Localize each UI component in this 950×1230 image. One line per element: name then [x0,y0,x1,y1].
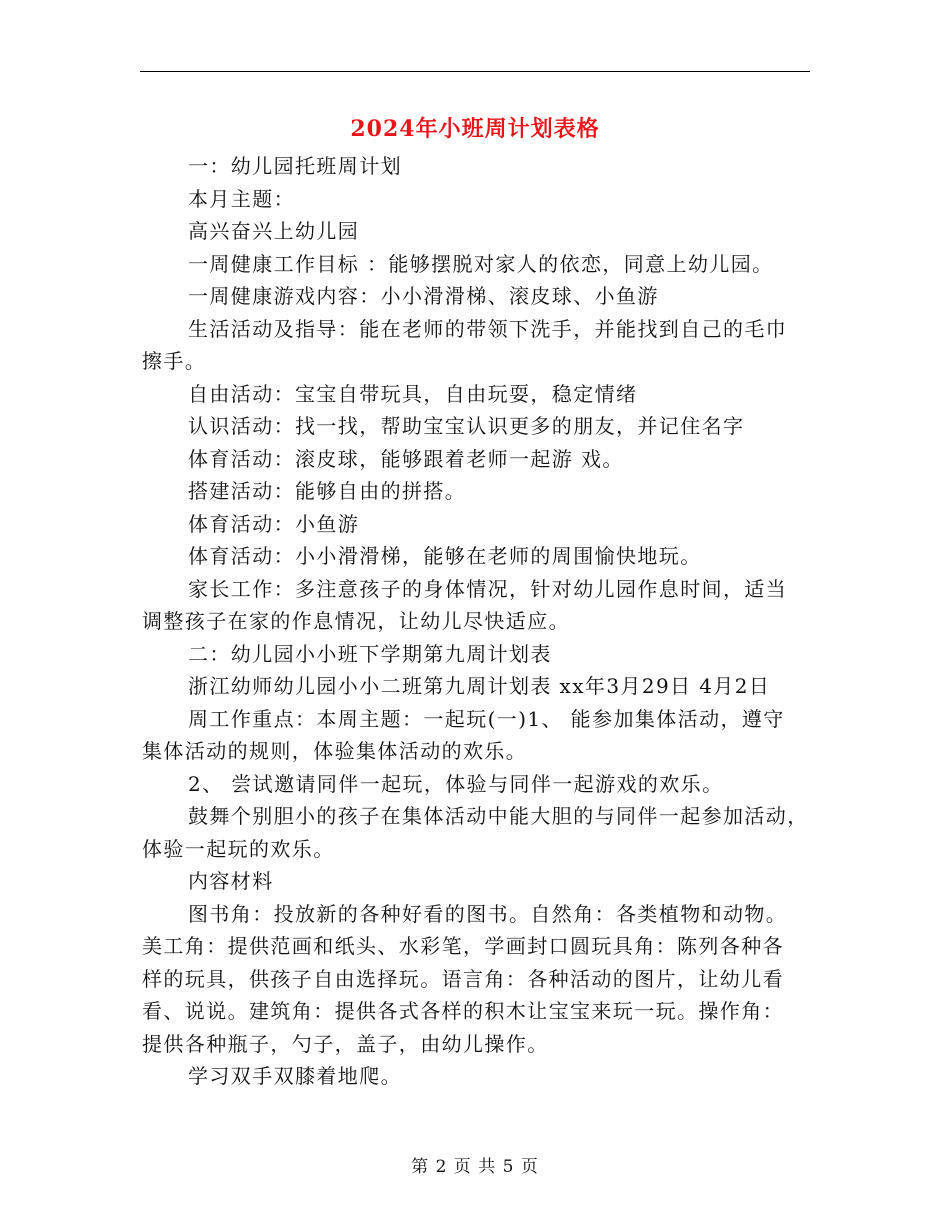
paragraph-line-continued: 擦手。 [142,349,207,373]
section-heading-1: 一：幼儿园托班周计划 [188,154,402,178]
paragraph-line-continued: 调整孩子在家的作息情况，让幼儿尽快适应。 [142,609,570,633]
paragraph-line-continued: 看、说说。建筑角：提供各式各样的积木让宝宝来玩一玩。操作角： [142,999,784,1023]
paragraph-line-continued: 集体活动的规则，体验集体活动的欢乐。 [142,739,528,763]
paragraph-line: 图书角：投放新的各种好看的图书。自然角：各类植物和动物。 [188,901,788,926]
paragraph-line: 生活活动及指导：能在老师的带领下洗手，并能找到自己的毛巾 [188,316,788,341]
paragraph-line-continued: 样的玩具，供孩子自由选择玩。语言角：各种活动的图片，让幼儿看 [142,966,784,991]
paragraph-line: 鼓舞个别胆小的孩子在集体活动中能大胆的与同伴一起参加活动， [188,804,809,828]
paragraph-line: 搭建活动：能够自由的拼搭。 [188,479,467,503]
paragraph-line: 体育活动：滚皮球，能够跟着老师一起游 戏。 [188,446,624,471]
document-body [142,150,810,1093]
paragraph-line: 高兴奋兴上幼儿园 [188,219,360,243]
paragraph-line-continued: 体验一起玩的欢乐。 [142,836,335,861]
paragraph-line: 家长工作：多注意孩子的身体情况，针对幼儿园作息时间，适当 [188,576,788,601]
paragraph-line: 2、 尝试邀请同伴一起玩，体验与同伴一起游戏的欢乐。 [188,771,724,796]
document-title: 2024年小班周计划表格 [350,116,600,142]
paragraph-line: 认识活动：找一找，帮助宝宝认识更多的朋友，并记住名字 [188,414,745,438]
paragraph-line-continued: 提供各种瓶子，勺子，盖子，由幼儿操作。 [142,1031,549,1056]
paragraph-line: 内容材料 [188,869,274,893]
paragraph-line-continued: 美工角：提供范画和纸头、水彩笔，学画封口圆玩具角：陈列各种各 [142,934,784,958]
paragraph-line: 浙江幼师幼儿园小小二班第九周计划表 xx年3月29日 4月2日 [188,674,771,698]
section-heading-2: 二：幼儿园小小班下学期第九周计划表 [188,641,552,666]
page-footer: 第 2 页 共 5 页 [411,1157,539,1177]
paragraph-line: 一周健康游戏内容：小小滑滑梯、滚皮球、小鱼游 [188,284,659,308]
paragraph-line: 自由活动：宝宝自带玩具，自由玩耍，稳定情绪 [188,381,638,406]
paragraph-line: 周工作重点：本周主题：一起玩(一)1、 能参加集体活动，遵守 [188,706,785,731]
paragraph-line: 一周健康工作目标 ：能够摆脱对家人的依恋，同意上幼儿园。 [188,251,774,276]
paragraph-line: 体育活动：小小滑滑梯，能够在老师的周围愉快地玩。 [188,544,702,568]
paragraph-line: 体育活动：小鱼游 [188,511,360,536]
paragraph-line: 本月主题： [188,186,295,211]
header-rule [140,71,810,72]
paragraph-line: 学习双手双膝着地爬。 [188,1064,402,1088]
